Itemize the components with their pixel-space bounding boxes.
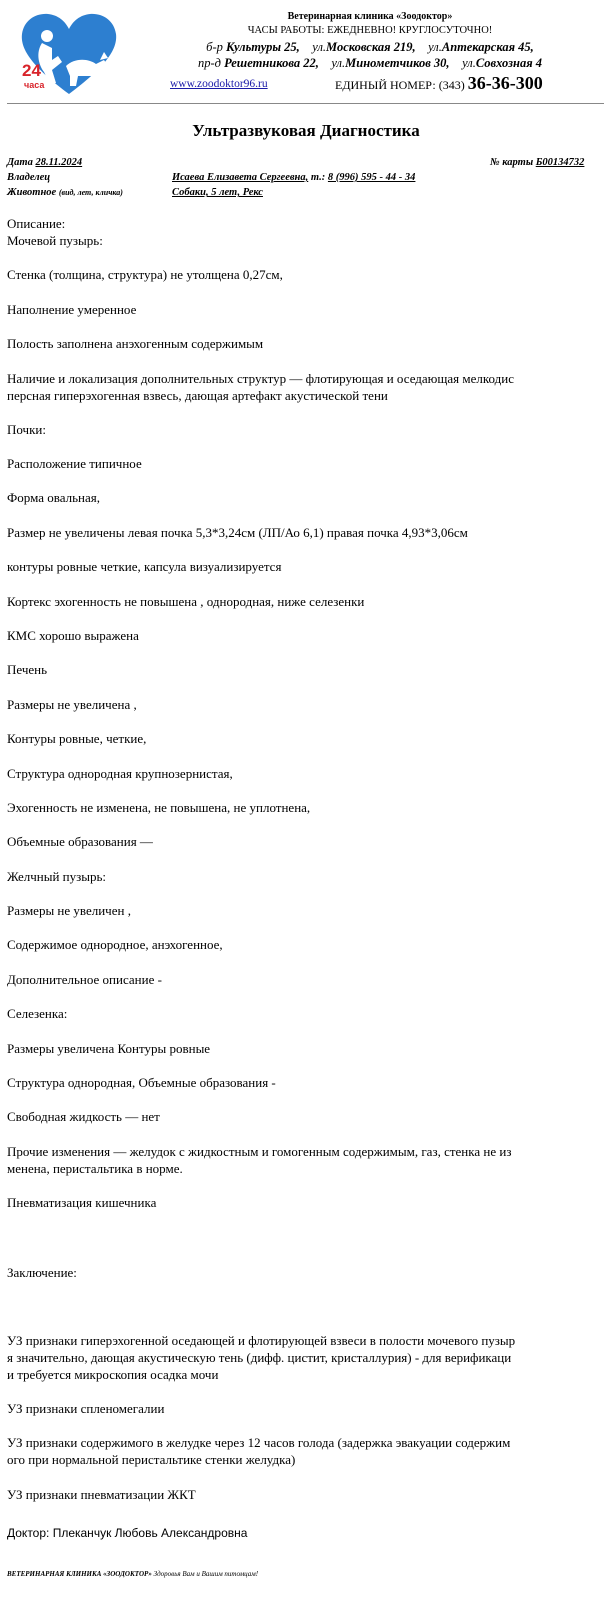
conclusion-line: УЗ признаки содержимого в желудке через 12 часов голода (задержка эвакуации содержим <box>7 1435 511 1450</box>
finding-line: КМС хорошо выражена <box>7 628 139 643</box>
header-divider <box>7 103 604 104</box>
phone-number: 36-36-300 <box>467 73 543 93</box>
animal-label: Животное <box>7 187 57 198</box>
finding-line: Структура однородная крупнозернистая, <box>7 766 233 781</box>
footer-clinic: ВЕТЕРИНАРНАЯ КЛИНИКА «ЗООДОКТОР» <box>7 1570 152 1578</box>
address-prefix: б-р <box>206 40 223 54</box>
conclusion-line: и требуется микроскопия осадка мочи <box>7 1367 219 1382</box>
conclusion-line: УЗ признаки пневматизации ЖКТ <box>7 1487 196 1502</box>
animal-field <box>172 187 263 198</box>
address-street: Совхозная 4 <box>475 56 543 70</box>
section-heading: Мочевой пузырь: <box>7 233 103 248</box>
phone-block <box>335 73 543 94</box>
address-prefix: ул. <box>428 40 442 54</box>
finding-line: Содержимое однородное, анэхогенное, <box>7 937 223 952</box>
section-heading: Описание: <box>7 216 66 231</box>
finding-line: Прочие изменения — желудок с жидкостным и гомогенным содержимым, газ, стенка не из <box>7 1144 512 1159</box>
logo-hours: 24 <box>22 61 41 80</box>
finding-line: менена, перистальтика в норме. <box>7 1161 183 1176</box>
logo-hours-label: часа <box>24 80 45 90</box>
card-field <box>490 157 584 168</box>
finding-line: Наполнение умеренное <box>7 302 137 317</box>
page-footer <box>7 1570 258 1578</box>
animal-hint: (вид, лет, кличка) <box>58 188 123 197</box>
finding-line: Размеры не увеличена , <box>7 697 137 712</box>
footer-slogan: Здоровья Вам и Вашим питомцам! <box>153 1570 259 1578</box>
owner-phone-value: 8 (996) 595 - 44 - 34 <box>327 172 416 183</box>
document-title: Ультразвуковая Диагностика <box>192 121 420 140</box>
finding-line: Контуры ровные, четкие, <box>7 731 147 746</box>
finding-line: Полость заполнена анэхогенным содержимым <box>7 336 264 351</box>
clinic-logo <box>14 10 124 100</box>
finding-line: Наличие и локализация дополнительных структур — флотирующая и оседающая мелкодис <box>7 371 514 386</box>
date-field <box>7 157 82 168</box>
address-street: Решетникова 22, <box>224 56 319 70</box>
finding-line: Размер не увеличены левая почка 5,3*3,24см (ЛП/Ао 6,1) правая почка 4,93*3,06см <box>7 525 468 540</box>
finding-line: Расположение типичное <box>7 456 142 471</box>
conclusion-line: я значительно, дающая акустическую тень (дифф. цистит, кристаллурия) - для верификаци <box>7 1350 512 1365</box>
section-heading: Желчный пузырь: <box>7 869 107 884</box>
address-prefix: пр-д <box>197 56 221 70</box>
heart-pet-logo-icon <box>14 10 124 100</box>
owner-field <box>172 172 415 183</box>
address-prefix: ул. <box>312 40 327 54</box>
finding-line: Дополнительное описание - <box>7 972 162 987</box>
address-prefix: ул. <box>331 56 346 70</box>
address-prefix: ул. <box>462 56 476 70</box>
finding-line: Эхогенность не изменена, не повышена, не уплотнена, <box>7 800 311 815</box>
address-line-2 <box>150 56 590 71</box>
section-heading: Селезенка: <box>7 1006 68 1021</box>
doctor-signature: Доктор: Плеканчук Любовь Александровна <box>7 1526 248 1540</box>
finding-line: персная гиперэхогенная взвесь, дающая артефакт акустической тени <box>7 388 388 403</box>
finding-line: Свободная жидкость — нет <box>7 1109 160 1124</box>
conclusion-line: УЗ признаки гиперэхогенной оседающей и флотирующей взвеси в полости мочевого пузыр <box>7 1333 516 1348</box>
date-value: 28.11.2024 <box>35 157 83 168</box>
contact-row <box>170 73 590 95</box>
address-line-1 <box>150 40 590 55</box>
animal-value: Собаки, 5 лет, Рекс <box>172 187 263 198</box>
date-label: Дата <box>7 157 33 168</box>
card-label: № карты <box>490 157 534 168</box>
finding-line: Размеры не увеличен , <box>7 903 131 918</box>
animal-label-field <box>7 187 123 198</box>
address-street: Минометчиков 30, <box>345 56 450 70</box>
finding-line: контуры ровные четкие, капсула визуализируется <box>7 559 282 574</box>
finding-line: Структура однородная, Объемные образования - <box>7 1075 276 1090</box>
finding-line: Пневматизация кишечника <box>7 1195 157 1210</box>
finding-line: Стенка (толщина, структура) не утолщена 0,27см, <box>7 267 283 282</box>
phone-label: ЕДИНЫЙ НОМЕР: (343) <box>335 78 465 92</box>
finding-line: Размеры увеличена Контуры ровные <box>7 1041 211 1056</box>
finding-line: Кортекс эхогенность не повышена , однородная, ниже селезенки <box>7 594 365 609</box>
conclusion-line: ого при нормальной перистальтике стенки желудка) <box>7 1452 296 1467</box>
owner-value: Исаева Елизавета Сергеевна, <box>172 172 309 183</box>
conclusion-heading: Заключение: <box>7 1265 77 1280</box>
conclusion-line: УЗ признаки спленомегалии <box>7 1401 165 1416</box>
finding-line: Форма овальная, <box>7 490 100 505</box>
address-street: Московская 219, <box>326 40 416 54</box>
website-link[interactable]: www.zoodoktor96.ru <box>170 78 268 90</box>
owner-phone-label: т.: <box>310 172 326 183</box>
section-heading: Печень <box>7 662 48 677</box>
clinic-name: Ветеринарная клиника «Зоодоктор» <box>287 11 453 22</box>
finding-line: Объемные образования — <box>7 834 153 849</box>
opening-hours: ЧАСЫ РАБОТЫ: ЕЖЕДНЕВНО! КРУГЛОСУТОЧНО! <box>247 25 493 36</box>
address-street: Культуры 25, <box>226 40 300 54</box>
card-value: Б00134732 <box>535 157 585 168</box>
section-heading: Почки: <box>7 422 46 437</box>
address-street: Аптекарская 45, <box>441 40 534 54</box>
owner-label: Владелец <box>7 172 51 183</box>
